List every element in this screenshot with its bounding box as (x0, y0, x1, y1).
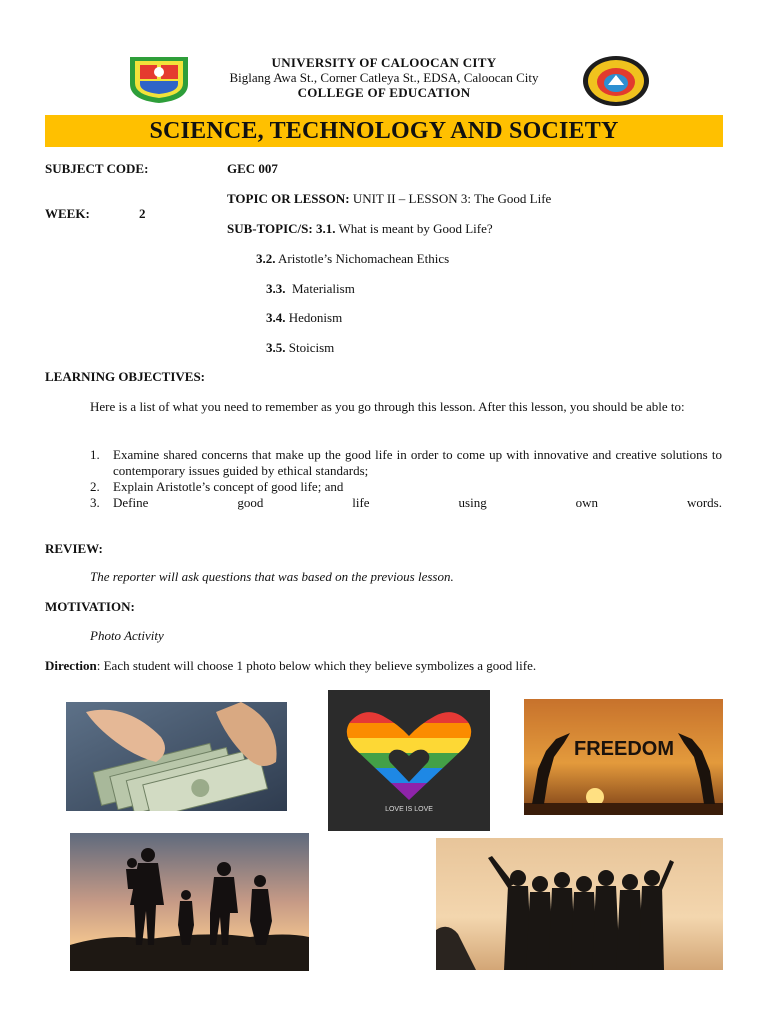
review-heading: REVIEW: (45, 541, 103, 556)
subtopic-text: Materialism (288, 281, 355, 296)
university-address: Biglang Awa St., Corner Catleya St., EDSA, Caloocan City (229, 70, 539, 85)
subtopic-line-2 (256, 251, 449, 267)
freedom-word: FREEDOM (574, 738, 674, 760)
objectives-list (90, 447, 722, 511)
subtopic-text: Stoicism (288, 340, 335, 355)
subtopic-text: What is meant by Good Life? (338, 221, 493, 236)
university-name: UNIVERSITY OF CALOOCAN CITY (271, 55, 497, 70)
list-text: Explain Aristotle’s concept of good life; and (113, 479, 344, 494)
list-item (90, 479, 722, 495)
subtopic-number: 3.4. (266, 310, 286, 325)
love-is-love-photo (328, 690, 490, 831)
topic-line (227, 191, 551, 207)
subtopic-label: SUB-TOPIC/S: (227, 221, 313, 236)
subtopic-line-5 (266, 340, 334, 356)
subtopic-number: 3.2. (256, 251, 276, 266)
subject-code-value: GEC 007 (227, 161, 278, 176)
friends-photo (436, 838, 723, 970)
direction-label: Direction (45, 658, 97, 673)
list-item (90, 495, 722, 511)
list-text: Examine shared concerns that make up the good life in order to come up with innovative and creative solutions to contemporary issues guided by ethical standards; (113, 447, 722, 478)
list-number: 3. (90, 495, 100, 510)
photo-activity-label: Photo Activity (90, 628, 164, 643)
list-text: Define good life using own words. (113, 495, 722, 510)
subtopic-number: 3.5. (266, 340, 286, 355)
list-number: 1. (90, 447, 100, 462)
objectives-intro: Here is a list of what you need to remember as you go through this lesson. After this lesson, you should be able to: (90, 399, 685, 414)
college-name: COLLEGE OF EDUCATION (297, 85, 471, 100)
subtopic-text: Hedonism (288, 310, 343, 325)
subtopic-line-1 (227, 221, 493, 237)
subtopic-line-4 (266, 310, 342, 326)
subtopic-number: 3.1. (315, 221, 336, 236)
subtopic-number: 3.3. (266, 281, 286, 296)
subtopic-text: Aristotle’s Nichomachean Ethics (278, 251, 450, 266)
week-value: 2 (139, 206, 146, 221)
money-photo (66, 702, 287, 811)
motivation-heading: MOTIVATION: (45, 599, 135, 614)
direction-text: : Each student will choose 1 photo below which they believe symbolizes a good life. (96, 658, 537, 673)
week-label: WEEK: (45, 206, 90, 221)
learning-objectives-heading: LEARNING OBJECTIVES: (45, 369, 206, 384)
love-is-love-caption: LOVE IS LOVE (385, 806, 433, 813)
family-photo (70, 833, 309, 971)
direction-line (45, 658, 536, 674)
list-number: 2. (90, 479, 100, 494)
topic-label: TOPIC OR LESSON: (227, 191, 350, 206)
list-item (90, 447, 722, 479)
review-text: The reporter will ask questions that was based on the previous lesson. (90, 569, 454, 584)
course-title-banner: SCIENCE, TECHNOLOGY AND SOCIETY (45, 115, 723, 147)
subtopic-line-3 (266, 281, 355, 297)
topic-value: UNIT II – LESSON 3: The Good Life (352, 191, 552, 206)
subject-code-label: SUBJECT CODE: (45, 161, 149, 176)
freedom-photo (524, 699, 723, 815)
